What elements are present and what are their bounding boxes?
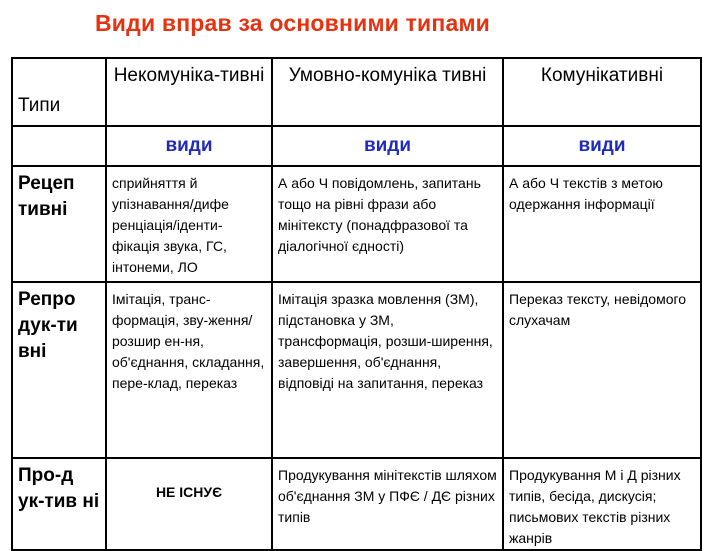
subheader-empty xyxy=(12,126,106,166)
table-row xyxy=(12,282,701,458)
header-noncommunicative: Некомуніка-тивні xyxy=(106,58,272,126)
not-exists-label: НЕ ІСНУЄ xyxy=(106,458,272,550)
table-cell: Продукування мінітекстів шляхом об'єднання ЗМ у ПФЄ / ДЄ різних типів xyxy=(272,458,503,550)
row-label-receptive: Рецеп тивні xyxy=(12,166,106,282)
subheader-kinds-3: види xyxy=(503,126,701,166)
header-communicative: Комунікативні xyxy=(503,58,701,126)
row-label-reproductive: Репро дук-ти вні xyxy=(12,282,106,458)
table-cell: Імітація зразка мовлення (ЗМ), підстановка у ЗМ, трансформація, розши-ширення, завершення, об'єднання, відповіді на запитання, переказ xyxy=(272,282,503,458)
header-conditionally-communicative: Умовно-комуніка тивні xyxy=(272,58,503,126)
subheader-kinds-2: види xyxy=(272,126,503,166)
header-row xyxy=(12,58,701,126)
table-row xyxy=(12,166,701,282)
table-row xyxy=(12,458,701,550)
table-cell: Продукування М і Д різних типів, бесіда, дискусія; письмових текстів різних жанрів xyxy=(503,458,701,550)
table-cell: А або Ч повідомлень, запитань тощо на рівні фрази або мінітексту (понадфразової та діалогічної єдності) xyxy=(272,166,503,282)
table-cell: сприйняття й упізнавання/дифе ренціація/іденти-фікація звука, ГС, інтонеми, ЛО xyxy=(106,166,272,282)
table-cell: А або Ч текстів з метою одержання інформації xyxy=(503,166,701,282)
exercise-types-table xyxy=(11,57,702,551)
header-types: Типи xyxy=(12,58,106,126)
table-cell: Імітація, транс-формація, зву-ження/розшир ен-ня, об'єднання, складання, пере-клад, переказ xyxy=(106,282,272,458)
subheader-row xyxy=(12,126,701,166)
subheader-kinds-1: види xyxy=(106,126,272,166)
page-title: Види вправ за основними типами xyxy=(95,10,491,36)
row-label-productive: Про-д ук-тив ні xyxy=(12,458,106,550)
table-cell: Переказ тексту, невідомого слухачам xyxy=(503,282,701,458)
